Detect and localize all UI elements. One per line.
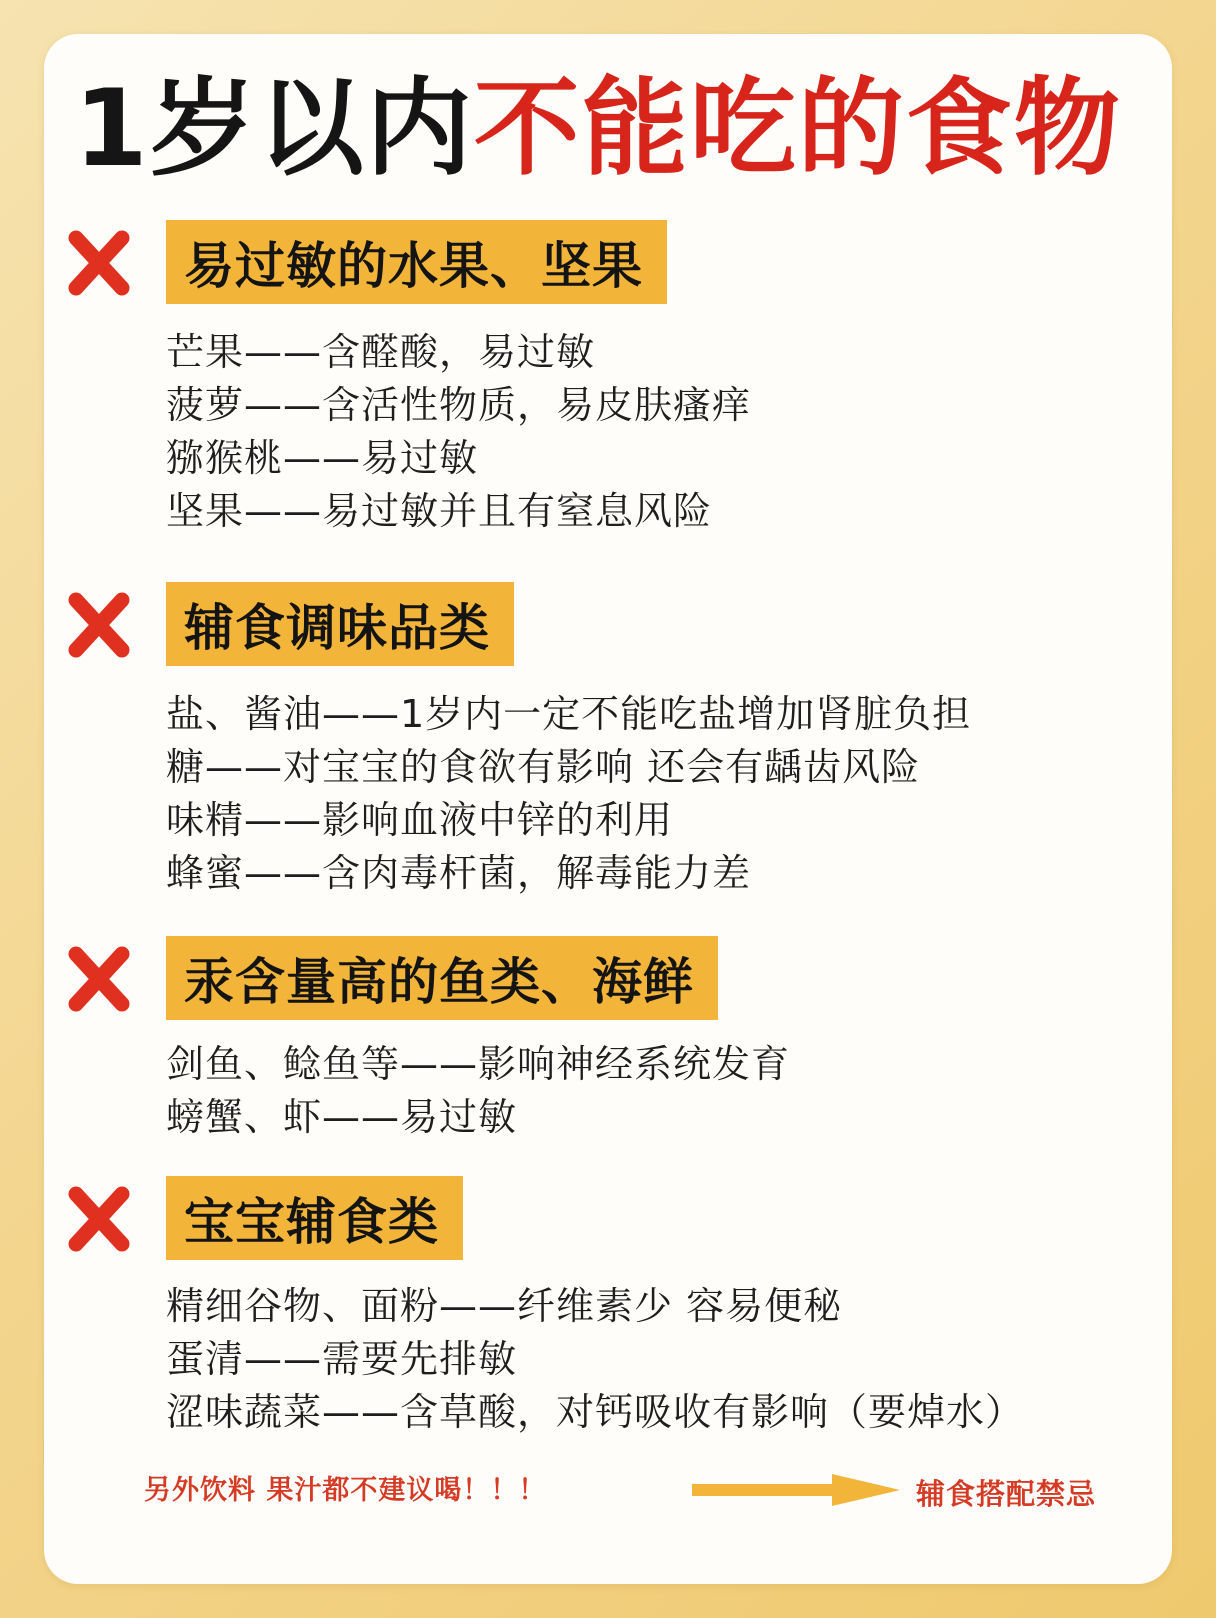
section-baby-food bbox=[66, 1176, 1156, 1434]
section-header bbox=[66, 936, 1156, 1020]
list-item: 猕猴桃——易过敏 bbox=[166, 436, 479, 480]
item-list bbox=[166, 1038, 790, 1144]
content-card bbox=[44, 34, 1172, 1584]
section-seasonings bbox=[66, 582, 1156, 895]
arrow-right-icon bbox=[692, 1472, 902, 1508]
list-item: 盐、酱油——1岁内一定不能吃盐增加肾脏负担 bbox=[166, 692, 972, 736]
footer-note: 另外饮料 果汁都不建议喝！！！ bbox=[144, 1475, 547, 1506]
x-mark-icon bbox=[66, 228, 132, 298]
list-item: 螃蟹、虾——易过敏 bbox=[166, 1095, 518, 1139]
title-part-2: 不能吃的食物 bbox=[473, 67, 1122, 190]
list-item: 芒果——含醛酸，易过敏 bbox=[166, 330, 596, 374]
item-list bbox=[166, 1280, 1024, 1439]
section-header bbox=[66, 582, 1156, 666]
list-item: 精细谷物、面粉——纤维素少 容易便秘 bbox=[166, 1284, 843, 1328]
footer-tag: 辅食搭配禁忌 bbox=[916, 1477, 1097, 1511]
list-item: 涩味蔬菜——含草酸，对钙吸收有影响（要焯水） bbox=[166, 1390, 1025, 1434]
list-item: 糖——对宝宝的食欲有影响 还会有龋齿风险 bbox=[166, 745, 921, 789]
list-item: 蜂蜜——含肉毒杆菌，解毒能力差 bbox=[166, 851, 752, 895]
section-high-mercury-fish bbox=[66, 936, 1156, 1139]
list-item: 坚果——易过敏并且有窒息风险 bbox=[166, 489, 713, 533]
x-mark-icon bbox=[66, 590, 132, 660]
section-heading: 辅食调味品类 bbox=[166, 582, 514, 666]
section-heading: 宝宝辅食类 bbox=[166, 1176, 463, 1260]
section-header bbox=[66, 1176, 1156, 1260]
item-list bbox=[166, 688, 971, 900]
page-title bbox=[74, 67, 1122, 190]
list-item: 菠萝——含活性物质，易皮肤瘙痒 bbox=[166, 383, 752, 427]
list-item: 味精——影响血液中锌的利用 bbox=[166, 798, 674, 842]
title-part-1: 1岁以内 bbox=[74, 67, 474, 190]
list-item: 蛋清——需要先排敏 bbox=[166, 1337, 518, 1381]
x-mark-icon bbox=[66, 944, 132, 1014]
section-heading: 汞含量高的鱼类、海鲜 bbox=[166, 936, 718, 1020]
section-allergenic-fruits bbox=[66, 220, 1156, 533]
section-header bbox=[66, 220, 1156, 304]
list-item: 剑鱼、鲶鱼等——影响神经系统发育 bbox=[166, 1042, 791, 1086]
item-list bbox=[166, 326, 751, 538]
section-heading: 易过敏的水果、坚果 bbox=[166, 220, 667, 304]
x-mark-icon bbox=[66, 1184, 132, 1254]
